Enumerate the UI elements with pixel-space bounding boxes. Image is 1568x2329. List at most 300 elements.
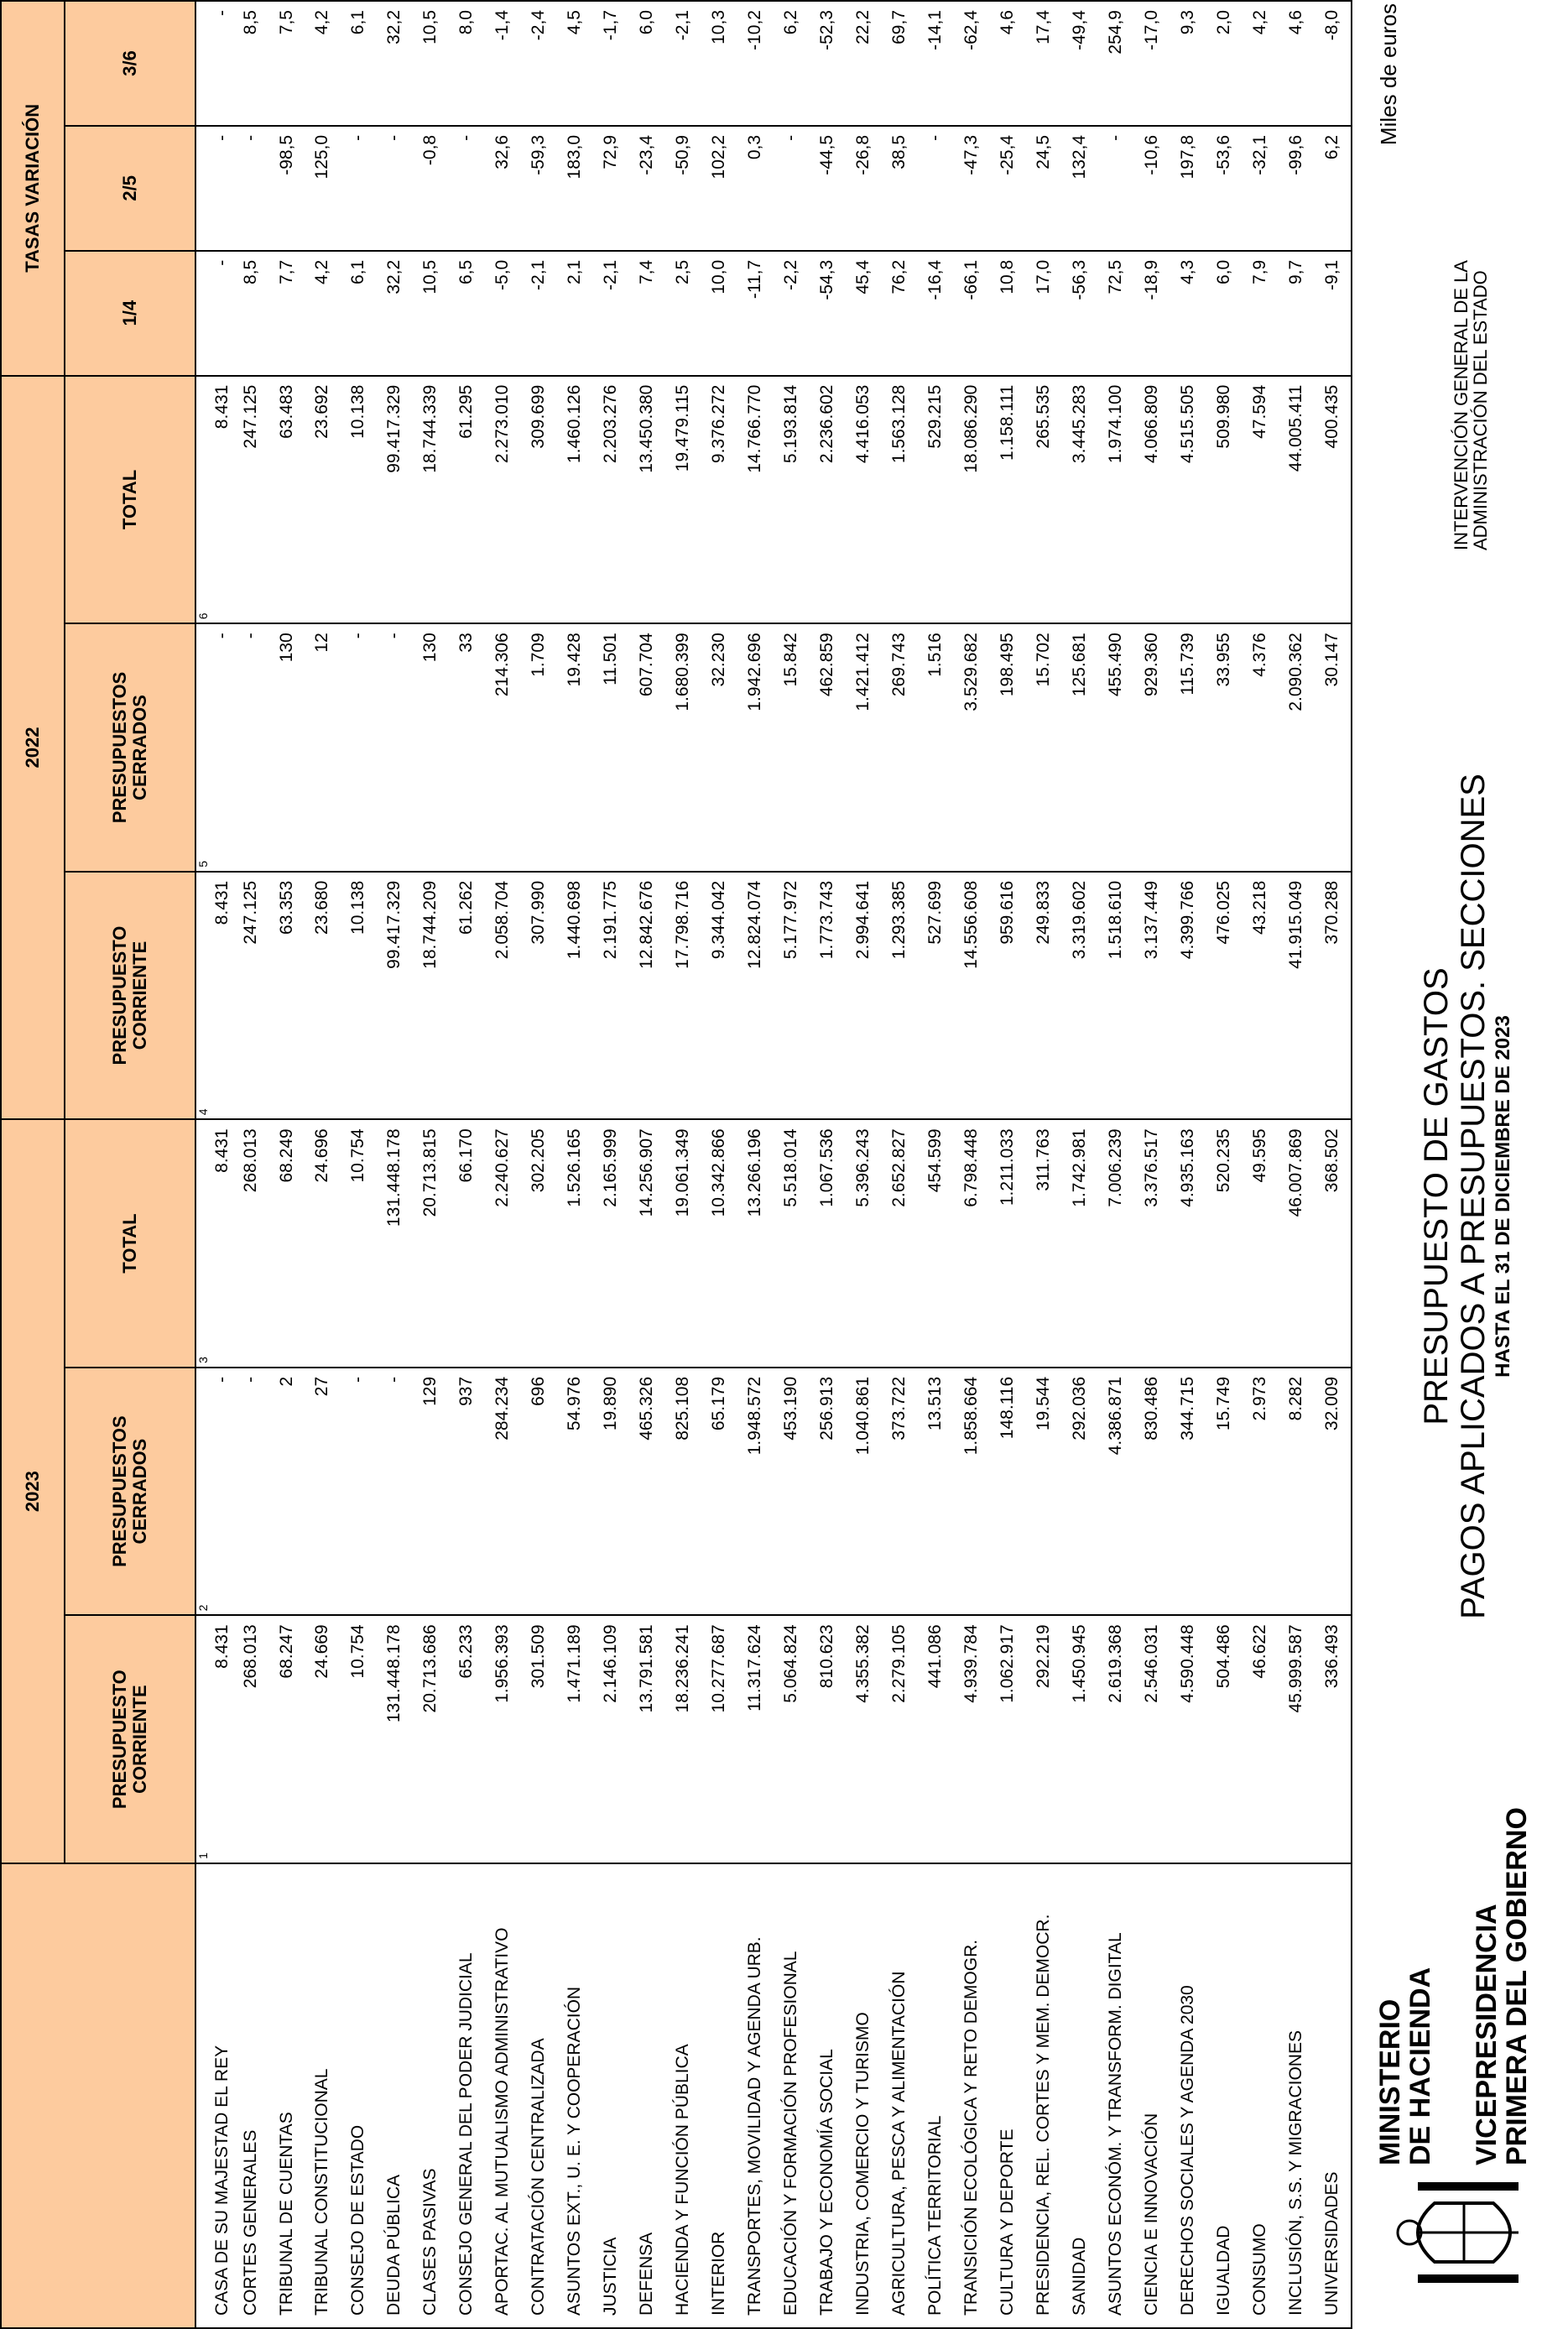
- value-cell: 63.483: [268, 376, 305, 624]
- table-row: [846, 1, 882, 2328]
- value-cell: 32,6: [485, 126, 521, 251]
- section-name-cell: PRESIDENCIA, REL. CORTES Y MEM. DEMOCR.: [1026, 1863, 1062, 2328]
- value-cell: 1.211.033: [990, 1119, 1026, 1368]
- value-cell: -: [232, 126, 268, 251]
- section-name-cell: POLÍTICA TERRITORIAL: [918, 1863, 954, 2328]
- value-cell: 130: [413, 623, 449, 872]
- value-cell: 2,1: [557, 251, 593, 376]
- value-cell: 2.619.368: [1098, 1615, 1134, 1863]
- value-cell: -0,8: [413, 126, 449, 251]
- value-cell: 19.544: [1026, 1368, 1062, 1616]
- value-cell: -2,2: [774, 251, 810, 376]
- value-cell: -: [377, 1368, 413, 1616]
- value-cell: 2.058.704: [485, 872, 521, 1120]
- table-row: [774, 1, 810, 2328]
- value-cell: 11.501: [593, 623, 629, 872]
- value-cell: -1,7: [593, 1, 629, 126]
- value-cell: 810.623: [810, 1615, 846, 1863]
- value-cell: 18.236.241: [665, 1615, 701, 1863]
- value-cell: 292.036: [1062, 1368, 1098, 1616]
- value-cell: 441.086: [918, 1615, 954, 1863]
- value-cell: 307.990: [521, 872, 557, 1120]
- section-name-cell: JUSTICIA: [593, 1863, 629, 2328]
- column-header-r36: 3/6: [65, 1, 195, 126]
- value-cell: 2.165.999: [593, 1119, 629, 1368]
- value-cell: 4.590.448: [1170, 1615, 1206, 1863]
- group-header-rates: TASAS VARIACIÓN: [1, 1, 65, 376]
- value-cell: 9.344.042: [701, 872, 737, 1120]
- value-cell: 32.230: [701, 623, 737, 872]
- column-index-marker: 1: [196, 1852, 210, 1859]
- column-header-r25: 2/5: [65, 126, 195, 251]
- value-cell: 47.594: [1242, 376, 1279, 624]
- value-cell: 10.277.687: [701, 1615, 737, 1863]
- value-cell: 10.754: [341, 1615, 377, 1863]
- value-cell: 269.743: [882, 623, 918, 872]
- value-cell: 49.595: [1242, 1119, 1279, 1368]
- value-cell: 2,0: [1206, 1, 1242, 126]
- value-cell: 65.233: [449, 1615, 485, 1863]
- value-cell: 2.203.276: [593, 376, 629, 624]
- value-cell: 7,9: [1242, 251, 1279, 376]
- table-row: [737, 1, 774, 2328]
- value-cell: 247.125: [232, 872, 268, 1120]
- table-row: [377, 1, 413, 2328]
- value-cell: 18.086.290: [954, 376, 990, 624]
- value-cell: -56,3: [1062, 251, 1098, 376]
- value-cell: 15.749: [1206, 1368, 1242, 1616]
- value-cell: 2: [268, 1368, 305, 1616]
- value-cell: 4.515.505: [1170, 376, 1206, 624]
- value-cell: 6,1: [341, 251, 377, 376]
- section-name-cell: CONTRATACIÓN CENTRALIZADA: [521, 1863, 557, 2328]
- value-cell: 696: [521, 1368, 557, 1616]
- section-name-cell: AGRICULTURA, PESCA Y ALIMENTACIÓN: [882, 1863, 918, 2328]
- value-cell: 6,0: [1206, 251, 1242, 376]
- section-name-cell: UNIVERSIDADES: [1315, 1863, 1352, 2328]
- section-name-cell: INTERIOR: [701, 1863, 737, 2328]
- value-cell: 1.974.100: [1098, 376, 1134, 624]
- value-cell: 520.235: [1206, 1119, 1242, 1368]
- value-cell: 1.773.743: [810, 872, 846, 1120]
- value-cell: -: [195, 1, 232, 126]
- table-row: [413, 1, 449, 2328]
- value-cell: 14.556.608: [954, 872, 990, 1120]
- value-cell: 1.293.385: [882, 872, 918, 1120]
- group-header-y2022: 2022: [1, 376, 65, 1120]
- section-name-cell: HACIENDA Y FUNCIÓN PÚBLICA: [665, 1863, 701, 2328]
- section-name-cell: CONSUMO: [1242, 1863, 1279, 2328]
- value-cell: 38,5: [882, 126, 918, 251]
- value-cell: -2,1: [521, 251, 557, 376]
- value-cell: 1.680.399: [665, 623, 701, 872]
- value-cell: 5.193.814: [774, 376, 810, 624]
- value-cell: 45,4: [846, 251, 882, 376]
- ministry-line-2: DE HACIENDA: [1404, 1967, 1436, 2165]
- page-title: PRESUPUESTO DE GASTOS: [1418, 967, 1455, 1425]
- section-name-cell: DERECHOS SOCIALES Y AGENDA 2030: [1170, 1863, 1206, 2328]
- value-cell: 27: [305, 1368, 341, 1616]
- table-row: [521, 1, 557, 2328]
- value-cell: 19.061.349: [665, 1119, 701, 1368]
- value-cell: 2.191.775: [593, 872, 629, 1120]
- value-cell: 8,0: [449, 1, 485, 126]
- value-cell: 4.416.053: [846, 376, 882, 624]
- value-cell: 43.218: [1242, 872, 1279, 1120]
- value-cell: 30.147: [1315, 623, 1352, 872]
- units-label: Miles de euros: [1376, 3, 1401, 146]
- value-cell: -25,4: [990, 126, 1026, 251]
- value-cell: -50,9: [665, 126, 701, 251]
- section-name-cell: ASUNTOS EXT., U. E. Y COOPERACIÓN: [557, 1863, 593, 2328]
- column-index-marker: 2: [196, 1604, 210, 1612]
- value-cell: 1.526.165: [557, 1119, 593, 1368]
- column-header-closed2023: PRESUPUESTOS CERRADOS: [65, 1368, 195, 1616]
- value-cell: -17,0: [1134, 1, 1170, 126]
- value-cell: -32,1: [1242, 126, 1279, 251]
- value-cell: 6,2: [774, 1, 810, 126]
- value-cell: 183,0: [557, 126, 593, 251]
- value-cell: -16,4: [918, 251, 954, 376]
- value-cell: 3.137.449: [1134, 872, 1170, 1120]
- value-cell: 20.713.686: [413, 1615, 449, 1863]
- table-row: [1134, 1, 1170, 2328]
- value-cell: 10,5: [413, 251, 449, 376]
- value-cell: 8.282: [1279, 1368, 1315, 1616]
- value-cell: 1.460.126: [557, 376, 593, 624]
- value-cell: 13.513: [918, 1368, 954, 1616]
- table-row: [918, 1, 954, 2328]
- value-cell: 10,5: [413, 1, 449, 126]
- value-cell: 453.190: [774, 1368, 810, 1616]
- table-row: [305, 1, 341, 2328]
- org-line-1: VICEPRESIDENCIA: [1471, 1904, 1503, 2165]
- value-cell: 8.431 1: [195, 1615, 232, 1863]
- value-cell: 3.376.517: [1134, 1119, 1170, 1368]
- value-cell: 99.417.329: [377, 376, 413, 624]
- value-cell: 4.399.766: [1170, 872, 1206, 1120]
- value-cell: 256.913: [810, 1368, 846, 1616]
- value-cell: 825.108: [665, 1368, 701, 1616]
- value-cell: 8,5: [232, 251, 268, 376]
- value-cell: 5.064.824: [774, 1615, 810, 1863]
- value-cell: 72,5: [1098, 251, 1134, 376]
- table-row: [341, 1, 377, 2328]
- page-subtitle: PAGOS APLICADOS A PRESUPUESTOS. SECCIONES: [1455, 774, 1492, 1619]
- value-cell: 400.435: [1315, 376, 1352, 624]
- value-cell: 9,7: [1279, 251, 1315, 376]
- value-cell: -23,4: [629, 126, 665, 251]
- coat-of-arms-icon: [1384, 2170, 1544, 2295]
- value-cell: 268.013: [232, 1119, 268, 1368]
- value-cell: 18.744.209: [413, 872, 449, 1120]
- value-cell: 46.007.869: [1279, 1119, 1315, 1368]
- value-cell: 10.342.866: [701, 1119, 737, 1368]
- value-cell: 32,2: [377, 1, 413, 126]
- value-cell: 13.266.196: [737, 1119, 774, 1368]
- section-name-cell: TRIBUNAL CONSTITUCIONAL: [305, 1863, 341, 2328]
- section-name-cell: TRANSICIÓN ECOLÓGICA Y RETO DEMOGR.: [954, 1863, 990, 2328]
- table-row: [195, 1, 232, 2328]
- section-name-cell: TRIBUNAL DE CUENTAS: [268, 1863, 305, 2328]
- value-cell: 19.890: [593, 1368, 629, 1616]
- section-name-cell: CONSEJO GENERAL DEL PODER JUDICIAL: [449, 1863, 485, 2328]
- value-cell: -2,1: [593, 251, 629, 376]
- value-cell: 1.040.861: [846, 1368, 882, 1616]
- table-row: [1062, 1, 1098, 2328]
- value-cell: 9.376.272: [701, 376, 737, 624]
- value-cell: 131.448.178: [377, 1615, 413, 1863]
- value-cell: 13.450.380: [629, 376, 665, 624]
- value-cell: 4,6: [1279, 1, 1315, 126]
- value-cell: 462.859: [810, 623, 846, 872]
- value-cell: -52,3: [810, 1, 846, 126]
- value-cell: 249.833: [1026, 872, 1062, 1120]
- section-name-cell: DEFENSA: [629, 1863, 665, 2328]
- value-cell: 4,2: [305, 1, 341, 126]
- value-cell: 33.955: [1206, 623, 1242, 872]
- value-cell: -49,4: [1062, 1, 1098, 126]
- column-header-cur2023: PRESUPUESTO CORRIENTE: [65, 1615, 195, 1863]
- value-cell: -: [341, 126, 377, 251]
- value-cell: -: [195, 251, 232, 376]
- value-cell: 1.948.572: [737, 1368, 774, 1616]
- value-cell: 125.681: [1062, 623, 1098, 872]
- value-cell: 2.146.109: [593, 1615, 629, 1863]
- value-cell: -2,4: [521, 1, 557, 126]
- value-cell: 14.256.907: [629, 1119, 665, 1368]
- value-cell: 4,5: [557, 1, 593, 126]
- section-name-cell: DEUDA PÚBLICA: [377, 1863, 413, 2328]
- value-cell: 8,5: [232, 1, 268, 126]
- value-cell: 1.518.610: [1098, 872, 1134, 1120]
- value-cell: 2.546.031: [1134, 1615, 1170, 1863]
- value-cell: -66,1: [954, 251, 990, 376]
- value-cell: 17,0: [1026, 251, 1062, 376]
- value-cell: 4,2: [1242, 1, 1279, 126]
- value-cell: 12.842.676: [629, 872, 665, 1120]
- value-cell: 265.535: [1026, 376, 1062, 624]
- value-cell: 368.502: [1315, 1119, 1352, 1368]
- value-cell: 32.009: [1315, 1368, 1352, 1616]
- value-cell: 148.116: [990, 1368, 1026, 1616]
- value-cell: 3.529.682: [954, 623, 990, 872]
- column-header-r14: 1/4: [65, 251, 195, 376]
- value-cell: 13.791.581: [629, 1615, 665, 1863]
- value-cell: -: [232, 623, 268, 872]
- table-row: [593, 1, 629, 2328]
- section-name-cell: ASUNTOS ECONÓM. Y TRANSFORM. DIGITAL: [1098, 1863, 1134, 2328]
- value-cell: 72,9: [593, 126, 629, 251]
- value-cell: 69,7: [882, 1, 918, 126]
- value-cell: -47,3: [954, 126, 990, 251]
- value-cell: -: [377, 623, 413, 872]
- value-cell: 10.138: [341, 376, 377, 624]
- value-cell: 284.234: [485, 1368, 521, 1616]
- section-name-cell: CIENCIA E INNOVACIÓN: [1134, 1863, 1170, 2328]
- value-cell: 5.396.243: [846, 1119, 882, 1368]
- value-cell: 6,0: [629, 1, 665, 126]
- value-cell: -: [377, 126, 413, 251]
- value-cell: 6,2: [1315, 126, 1352, 251]
- value-cell: 2.652.827: [882, 1119, 918, 1368]
- value-cell: 99.417.329: [377, 872, 413, 1120]
- value-cell: 4.386.871: [1098, 1368, 1134, 1616]
- value-cell: 1.516: [918, 623, 954, 872]
- section-name-cell: INDUSTRIA, COMERCIO Y TURISMO: [846, 1863, 882, 2328]
- value-cell: 8.431 4: [195, 872, 232, 1120]
- value-cell: 509.980: [1206, 376, 1242, 624]
- value-cell: 7.006.239: [1098, 1119, 1134, 1368]
- value-cell: 15.702: [1026, 623, 1062, 872]
- value-cell: 115.739: [1170, 623, 1206, 872]
- value-cell: 41.915.049: [1279, 872, 1315, 1120]
- value-cell: 2.279.105: [882, 1615, 918, 1863]
- value-cell: 11.317.624: [737, 1615, 774, 1863]
- table-row: [701, 1, 737, 2328]
- value-cell: 61.295: [449, 376, 485, 624]
- value-cell: -54,3: [810, 251, 846, 376]
- table-row: [1098, 1, 1134, 2328]
- value-cell: 9,3: [1170, 1, 1206, 126]
- value-cell: 14.766.770: [737, 376, 774, 624]
- table-row: [268, 1, 305, 2328]
- value-cell: 46.622: [1242, 1615, 1279, 1863]
- value-cell: 10.754: [341, 1119, 377, 1368]
- value-cell: -10,6: [1134, 126, 1170, 251]
- table-row: [1279, 1, 1315, 2328]
- value-cell: 1.067.536: [810, 1119, 846, 1368]
- value-cell: 19.479.115: [665, 376, 701, 624]
- value-cell: -11,7: [737, 251, 774, 376]
- section-name-cell: TRANSPORTES, MOVILIDAD Y AGENDA URB.: [737, 1863, 774, 2328]
- section-name-cell: IGUALDAD: [1206, 1863, 1242, 2328]
- value-cell: -53,6: [1206, 126, 1242, 251]
- value-cell: 76,2: [882, 251, 918, 376]
- value-cell: 929.360: [1134, 623, 1170, 872]
- value-cell: 19.428: [557, 623, 593, 872]
- value-cell: 68.249: [268, 1119, 305, 1368]
- value-cell: 959.616: [990, 872, 1026, 1120]
- value-cell: 476.025: [1206, 872, 1242, 1120]
- value-cell: -2,1: [665, 1, 701, 126]
- value-cell: 24.696: [305, 1119, 341, 1368]
- value-cell: 33: [449, 623, 485, 872]
- value-cell: 125,0: [305, 126, 341, 251]
- value-cell: -26,8: [846, 126, 882, 251]
- value-cell: 0,3: [737, 126, 774, 251]
- section-name-cell: CONSEJO DE ESTADO: [341, 1863, 377, 2328]
- date-line: HASTA EL 31 DE DICIEMBRE DE 2023: [1492, 1015, 1514, 1378]
- value-cell: -8,0: [1315, 1, 1352, 126]
- value-cell: 24.669: [305, 1615, 341, 1863]
- value-cell: 7,7: [268, 251, 305, 376]
- value-cell: -: [449, 126, 485, 251]
- value-cell: -10,2: [737, 1, 774, 126]
- section-name-cell: INCLUSIÓN, S.S. Y MIGRACIONES: [1279, 1863, 1315, 2328]
- value-cell: 6.798.448: [954, 1119, 990, 1368]
- ministry-line-1: MINISTERIO: [1374, 1998, 1406, 2165]
- value-cell: 65.179: [701, 1368, 737, 1616]
- value-cell: 254,9: [1098, 1, 1134, 126]
- value-cell: 20.713.815: [413, 1119, 449, 1368]
- header-corner: [1, 1863, 195, 2328]
- value-cell: 6,5: [449, 251, 485, 376]
- value-cell: 830.486: [1134, 1368, 1170, 1616]
- value-cell: 937: [449, 1368, 485, 1616]
- value-cell: 465.326: [629, 1368, 665, 1616]
- value-cell: 2,5: [665, 251, 701, 376]
- value-cell: 10,3: [701, 1, 737, 126]
- value-cell: 504.486: [1206, 1615, 1242, 1863]
- column-header-closed2022: PRESUPUESTOS CERRADOS: [65, 623, 195, 872]
- value-cell: 529.215: [918, 376, 954, 624]
- value-cell: 1.158.111: [990, 376, 1026, 624]
- value-cell: -98,5: [268, 126, 305, 251]
- column-index-marker: 5: [196, 860, 210, 868]
- table-row: [810, 1, 846, 2328]
- section-name-cell: EDUCACIÓN Y FORMACIÓN PROFESIONAL: [774, 1863, 810, 2328]
- value-cell: -14,1: [918, 1, 954, 126]
- value-cell: 336.493: [1315, 1615, 1352, 1863]
- value-cell: 607.704: [629, 623, 665, 872]
- value-cell: 1.742.981: [1062, 1119, 1098, 1368]
- table-row: [665, 1, 701, 2328]
- value-cell: -44,5: [810, 126, 846, 251]
- value-cell: 2.273.010: [485, 376, 521, 624]
- value-cell: 5.518.014: [774, 1119, 810, 1368]
- value-cell: 5.177.972: [774, 872, 810, 1120]
- value-cell: 1.421.412: [846, 623, 882, 872]
- value-cell: 131.448.178: [377, 1119, 413, 1368]
- value-cell: 4.376: [1242, 623, 1279, 872]
- igae-line-1: INTERVENCIÓN GENERAL DE LA: [1451, 260, 1472, 550]
- column-index-marker: 4: [196, 1108, 210, 1116]
- table-row: [485, 1, 521, 2328]
- value-cell: 292.219: [1026, 1615, 1062, 1863]
- value-cell: 3.445.283: [1062, 376, 1098, 624]
- section-name-cell: CASA DE SU MAJESTAD EL REY: [195, 1863, 232, 2328]
- value-cell: -99,6: [1279, 126, 1315, 251]
- table-row: [1242, 1, 1279, 2328]
- table-row: [1026, 1, 1062, 2328]
- value-cell: 527.699: [918, 872, 954, 1120]
- section-name-cell: SANIDAD: [1062, 1863, 1098, 2328]
- value-cell: 17,4: [1026, 1, 1062, 126]
- column-index-marker: 3: [196, 1357, 210, 1363]
- value-cell: 268.013: [232, 1615, 268, 1863]
- value-cell: 68.247: [268, 1615, 305, 1863]
- value-cell: 1.062.917: [990, 1615, 1026, 1863]
- value-cell: -: [341, 623, 377, 872]
- value-cell: 1.709: [521, 623, 557, 872]
- value-cell: 198.495: [990, 623, 1026, 872]
- value-cell: 311.763: [1026, 1119, 1062, 1368]
- value-cell: 454.599: [918, 1119, 954, 1368]
- value-cell: 23.680: [305, 872, 341, 1120]
- table-row: [232, 1, 268, 2328]
- value-cell: 130: [268, 623, 305, 872]
- value-cell: -1,4: [485, 1, 521, 126]
- value-cell: 22,2: [846, 1, 882, 126]
- value-cell: 1.956.393: [485, 1615, 521, 1863]
- value-cell: 63.353: [268, 872, 305, 1120]
- value-cell: 10,0: [701, 251, 737, 376]
- value-cell: -9,1: [1315, 251, 1352, 376]
- value-cell: -: [341, 1368, 377, 1616]
- value-cell: 1.450.945: [1062, 1615, 1098, 1863]
- table-row: [990, 1, 1026, 2328]
